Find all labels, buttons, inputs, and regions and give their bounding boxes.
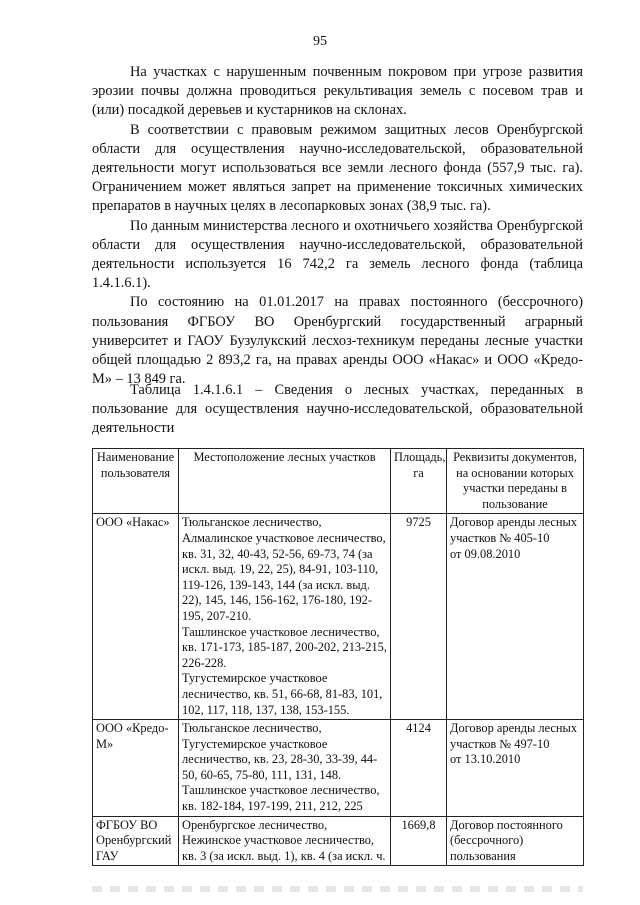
document-line: Договор постоянного (бессрочного) пользования	[450, 817, 563, 863]
table-header-row	[93, 449, 584, 514]
paragraph-3: По данным министерства лесного и охотничьего хозяйства Оренбургской области для осуществления научно-исследовательской, образовательной деятельности используется 16 742,2 га земель лесного фонда (таблица 1.4.1.6.1).	[92, 217, 583, 292]
page-bottom-edge	[92, 886, 583, 892]
cell-area: 9725	[391, 514, 447, 720]
document-line: от 13.10.2010	[450, 752, 521, 767]
header-location: Местоположение лесных участков	[179, 449, 391, 514]
paragraph-4: По состоянию на 01.01.2017 на правах постоянного (бессрочного) пользования ФГБОУ ВО Оренбургский государственный аграрный университет и ГАОУ Бузулукский лесхоз-техникум переданы лесные участки общей площадью 2 893,2 га, на правах аренды ООО «Накас» и ООО «Кредо-М» – 13 849 га.	[92, 294, 583, 388]
header-document: Реквизиты документов, на основании которых участки переданы в пользование	[447, 449, 584, 514]
header-area: Площадь, га	[391, 449, 447, 514]
document-line: Договор аренды лесных участков № 405-10	[450, 515, 578, 545]
location-line: Ташлинское участковое лесничество, кв. 171-173, 185-187, 200-202, 213-215, 226-228.	[182, 624, 387, 670]
table-caption: Таблица 1.4.1.6.1 – Сведения о лесных участках, переданных в пользование для осуществления научно-исследовательской, образовательной деятельности	[92, 382, 583, 437]
paragraph-1: На участках с нарушенным почвенным покровом при угрозе развития эрозии почвы должна проводиться рекультивация земель с посевом трав и (или) посадкой деревьев и кустарников на склонах.	[92, 64, 583, 119]
cell-location	[179, 816, 391, 866]
cell-user: ООО «Кредо-М»	[93, 720, 179, 817]
page-number: 95	[313, 34, 327, 49]
cell-document	[447, 514, 584, 720]
cell-location	[179, 720, 391, 817]
cell-location	[179, 514, 391, 720]
cell-area: 4124	[391, 720, 447, 817]
location-line: Ташлинское участковое лесничество, кв. 182-184, 197-199, 211, 212, 225	[182, 783, 380, 814]
document-line: Договор аренды лесных участков № 497-10	[450, 721, 578, 751]
cell-user: ФГБОУ ВО Оренбургский ГАУ	[93, 816, 179, 866]
body-text	[92, 63, 583, 389]
location-line: Тугустемирское участковое лесничество, кв. 51, 66-68, 81-83, 101, 102, 117, 118, 137, 138, 153-155.	[182, 671, 383, 717]
table-row	[93, 720, 584, 817]
cell-area: 1669,8	[391, 816, 447, 866]
location-line: Тугустемирское участковое лесничество, кв. 23, 28-30, 33-39, 44-50, 60-65, 75-80, 111, 131, 148.	[182, 736, 378, 782]
land-plots-table	[92, 448, 584, 866]
table-row	[93, 514, 584, 720]
location-line: Алмалинское участковое лесничество, кв. 31, 32, 40-43, 52-56, 69-73, 74 (за искл. выд. 19, 22, 25), 84-91, 103-110, 119-126, 139-143, 144 (за искл. выд. 22), 145, 146, 156-162, 176-180, 192-195, 207-210.	[182, 530, 386, 623]
table-row	[93, 816, 584, 866]
cell-user: ООО «Накас»	[93, 514, 179, 720]
header-user: Наименование пользователя	[93, 449, 179, 514]
cell-document	[447, 720, 584, 817]
paragraph-2: В соответствии с правовым режимом защитных лесов Оренбургской области для осуществления научно-исследовательской, образовательной деятельности могут использоваться все земли лесного фонда (557,9 тыс. га). Ограничением может являться запрет на применение токсичных химических препаратов в научных целях в лесопарковых зонах (38,9 тыс. га).	[92, 121, 583, 215]
location-line: Тюльганское лесничество,	[182, 515, 322, 530]
cell-document	[447, 816, 584, 866]
document-line: от 09.08.2010	[450, 546, 521, 561]
location-line: Нежинское участковое лесничество, кв. 3 (за искл. выд. 1), кв. 4 (за искл. ч.	[182, 833, 386, 863]
location-line: Тюльганское лесничество,	[182, 721, 322, 736]
location-line: Оренбургское лесничество,	[182, 817, 328, 832]
